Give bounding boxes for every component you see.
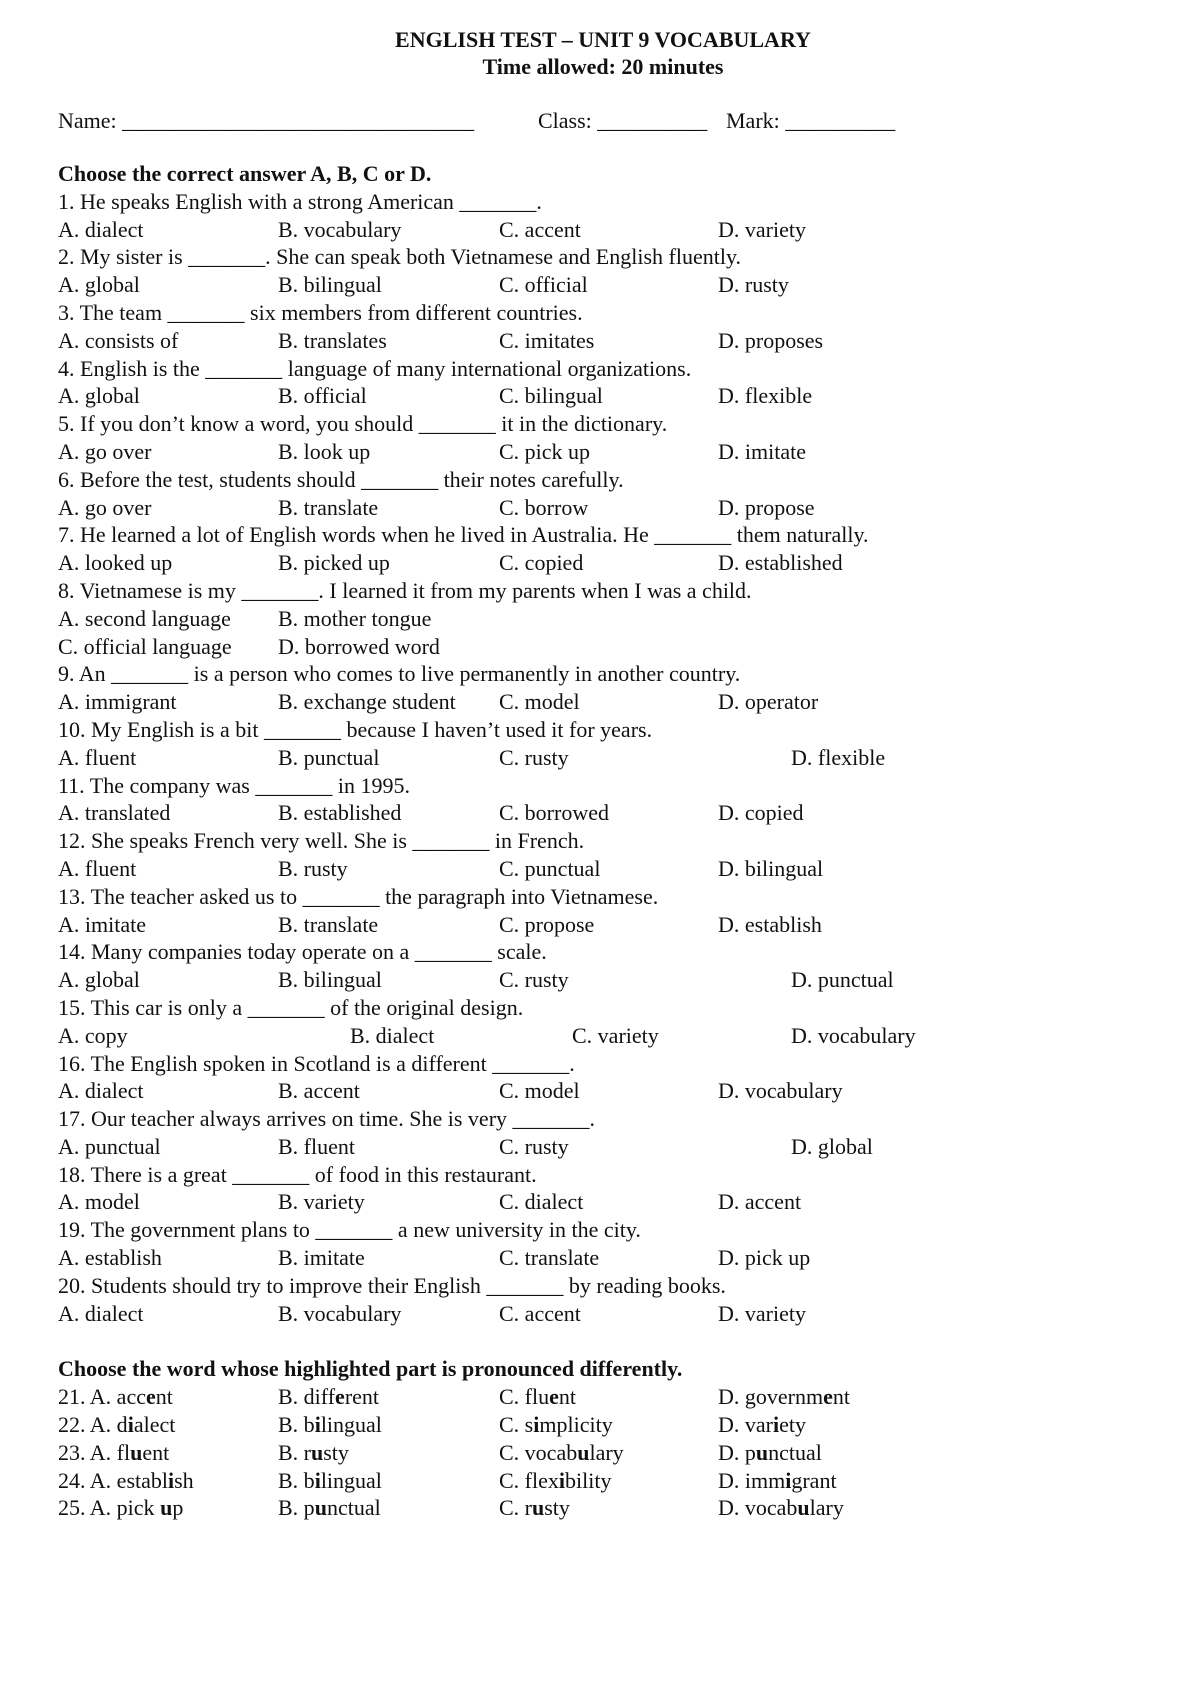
answer-option-d[interactable]: D. bilingual [718,855,824,881]
highlighted-part: i [533,1412,540,1438]
answer-option-a[interactable]: A. dialect [58,1078,144,1104]
word-part: 22. A. d [58,1412,128,1438]
word-part: B. diff [278,1384,336,1410]
word-part: nctual [768,1439,822,1465]
answer-option-b[interactable]: B. official [278,383,367,409]
answer-option-d[interactable]: D. propose [718,494,815,520]
word-part: D. vocab [718,1495,798,1521]
answer-option-b[interactable]: B. bilingual [278,967,382,993]
pronunciation-row [58,1494,1158,1522]
answer-option-d[interactable]: D. borrowed word [278,633,440,659]
word-part: rent [344,1384,380,1410]
pronunciation-option-a[interactable] [58,1383,173,1411]
pronunciation-option-c[interactable] [499,1467,611,1495]
word-part: lingual [320,1412,382,1438]
answer-option-c[interactable]: C. accent [499,216,581,242]
section1-instruction: Choose the correct answer A, B, C or D. [58,161,432,186]
answer-option-b[interactable]: B. dialect [350,1022,435,1048]
highlighted-part: e [549,1384,559,1410]
answer-option-b[interactable]: B. bilingual [278,272,382,298]
pronunciation-row [58,1439,1158,1467]
word-part: bility [565,1467,612,1493]
question-text: 2. My sister is _______. She can speak both Vietnamese and English fluently. [58,244,742,270]
question-text: 8. Vietnamese is my _______. I learned it from my parents when I was a child. [58,577,752,603]
question-text: 16. The English spoken in Scotland is a different _______. [58,1050,575,1076]
answer-option-b[interactable]: B. imitate [278,1245,365,1271]
word-part: C. r [499,1495,532,1521]
answer-option-c[interactable]: C. accent [499,1300,581,1326]
pronunciation-option-b[interactable] [278,1494,381,1522]
answer-option-a[interactable]: A. fluent [58,744,137,770]
answer-option-d[interactable]: D. accent [718,1189,802,1215]
answer-options [58,911,1158,939]
pronunciation-option-c[interactable] [499,1439,624,1467]
answer-option-a[interactable]: A. global [58,967,140,993]
word-part: lingual [320,1467,382,1493]
highlighted-part: u [755,1439,769,1465]
test-title: ENGLISH TEST – UNIT 9 VOCABULARY [395,27,811,52]
pronunciation-option-d[interactable] [718,1383,850,1411]
answer-option-a[interactable]: A. copy [58,1022,128,1048]
question-text: 18. There is a great _______ of food in this restaurant. [58,1161,537,1187]
question-text: 11. The company was _______ in 1995. [58,772,410,798]
word-part: 23. A. fl [58,1439,131,1465]
answer-option-a[interactable]: A. go over [58,438,152,464]
answer-options [58,799,1158,827]
word-part: B. r [278,1439,311,1465]
answer-option-d[interactable]: D. established [718,550,843,576]
highlighted-part: u [532,1495,545,1521]
answer-option-b[interactable]: B. exchange student [278,689,456,715]
answer-option-c[interactable]: C. translate [499,1245,600,1271]
answer-option-a[interactable]: A. global [58,383,140,409]
answer-option-c[interactable]: C. rusty [499,967,569,993]
question-text: 9. An _______ is a person who comes to live permanently in another country. [58,661,741,687]
word-part: sh [174,1467,194,1493]
answer-options [58,744,1158,772]
word-part: nt [155,1384,173,1410]
answer-option-b[interactable]: B. picked up [278,550,390,576]
highlighted-part: i [314,1412,321,1438]
word-part: B. b [278,1412,315,1438]
word-part: grant [791,1467,837,1493]
answer-option-a[interactable]: A. go over [58,494,152,520]
answer-option-c[interactable]: C. official language [58,633,232,659]
question-text: 6. Before the test, students should _______ their notes carefully. [58,466,624,492]
question-text: 12. She speaks French very well. She is _______ in French. [58,828,585,854]
answer-option-d[interactable]: D. flexible [718,383,813,409]
answer-options [58,633,1158,661]
word-part: ety [779,1412,806,1438]
answer-options [58,327,1158,355]
pronunciation-option-d[interactable] [718,1411,806,1439]
answer-option-b[interactable]: B. translates [278,327,387,353]
pronunciation-option-a[interactable] [58,1439,169,1467]
pronunciation-row [58,1467,1158,1495]
pronunciation-option-a[interactable] [58,1494,183,1522]
word-part: lary [589,1439,624,1465]
answer-option-a[interactable]: A. establish [58,1245,162,1271]
question-text: 14. Many companies today operate on a _______ scale. [58,939,547,965]
answer-option-a[interactable]: A. consists of [58,327,179,353]
highlighted-part: u [311,1439,324,1465]
word-part: ent [142,1439,170,1465]
answer-option-b[interactable]: B. punctual [278,744,380,770]
word-part: C. flex [499,1467,559,1493]
pronunciation-row [58,1383,1158,1411]
answer-option-a[interactable]: A. immigrant [58,689,177,715]
answer-option-c[interactable]: C. borrow [499,494,589,520]
answer-option-a[interactable]: A. imitate [58,911,146,937]
question-text: 4. English is the _______ language of many international organizations. [58,355,692,381]
highlighted-part: e [823,1384,833,1410]
answer-option-d[interactable]: D. operator [718,689,819,715]
pronunciation-option-c[interactable] [499,1383,576,1411]
answer-option-d[interactable]: D. rusty [718,272,789,298]
word-part: sty [323,1439,349,1465]
answer-options [58,438,1158,466]
answer-option-a[interactable]: A. fluent [58,855,137,881]
word-part: D. imm [718,1467,786,1493]
answer-option-b[interactable]: B. vocabulary [278,1300,402,1326]
word-part: 21. A. acc [58,1384,146,1410]
word-part: sty [544,1495,570,1521]
class-field[interactable]: Class: __________ [538,108,708,133]
section2-instruction: Choose the word whose highlighted part is pronounced differently. [58,1356,683,1382]
word-part: alect [133,1412,176,1438]
answer-option-b[interactable]: B. translate [278,494,379,520]
answer-option-c[interactable]: C. pick up [499,438,591,464]
word-part: C. s [499,1412,534,1438]
pronunciation-option-a[interactable] [58,1411,175,1439]
answer-option-d[interactable]: D. pick up [718,1245,811,1271]
word-part: p [172,1495,184,1521]
answer-option-c[interactable]: C. model [499,1078,580,1104]
pronunciation-option-d[interactable] [718,1494,844,1522]
answer-option-d[interactable]: D. proposes [718,327,824,353]
answer-option-c[interactable]: C. official [499,272,588,298]
word-part: mplicity [539,1412,613,1438]
answer-option-b[interactable]: B. rusty [278,855,348,881]
answer-option-c[interactable]: C. rusty [499,1133,569,1159]
word-part: nctual [326,1495,381,1521]
question-text: 3. The team _______ six members from different countries. [58,299,583,325]
answer-options [58,855,1158,883]
time-allowed: Time allowed: 20 minutes [482,54,724,79]
word-part: nt [832,1384,850,1410]
highlighted-part: u [130,1439,143,1465]
word-part: lary [809,1495,844,1521]
highlighted-part: u [314,1495,327,1521]
word-part: D. governm [718,1384,824,1410]
answer-option-a[interactable]: A. dialect [58,216,144,242]
answer-option-b[interactable]: B. accent [278,1078,360,1104]
answer-option-c[interactable]: C. dialect [499,1189,584,1215]
mark-field[interactable]: Mark: __________ [726,108,896,133]
word-part: B. b [278,1467,315,1493]
word-part: D. var [718,1412,773,1438]
section1-questions [58,188,1158,1328]
highlighted-part: u [797,1495,810,1521]
pronunciation-option-d[interactable] [718,1467,837,1495]
student-info-row [58,107,1158,134]
answer-option-d[interactable]: D. vocabulary [791,1022,916,1048]
answer-options [58,1244,1158,1272]
answer-option-a[interactable]: A. model [58,1189,140,1215]
answer-option-d[interactable]: D. copied [718,800,804,826]
answer-option-d[interactable]: D. variety [718,1300,806,1326]
answer-option-d[interactable]: D. punctual [791,967,894,993]
pronunciation-option-b[interactable] [278,1467,382,1495]
answer-option-c[interactable]: C. model [499,689,580,715]
highlighted-part: i [558,1467,566,1493]
name-field[interactable]: Name: ________________________________ [58,108,475,133]
answer-option-d[interactable]: D. establish [718,911,822,937]
word-part: B. p [278,1495,315,1521]
question-text: 13. The teacher asked us to _______ the paragraph into Vietnamese. [58,883,659,909]
answer-option-c[interactable]: C. bilingual [499,383,603,409]
answer-options [58,688,1158,716]
answer-option-d[interactable]: D. vocabulary [718,1078,843,1104]
answer-options [58,1188,1158,1216]
answer-option-d[interactable]: D. variety [718,216,806,242]
answer-options [58,549,1158,577]
answer-option-d[interactable]: D. imitate [718,438,806,464]
pronunciation-option-b[interactable] [278,1383,379,1411]
highlighted-part: i [314,1467,321,1493]
answer-option-c[interactable]: C. imitates [499,327,595,353]
answer-options [58,1133,1158,1161]
answer-option-c[interactable]: C. copied [499,550,584,576]
question-text: 10. My English is a bit _______ because I haven’t used it for years. [58,716,653,742]
answer-option-c[interactable]: C. punctual [499,855,601,881]
word-part: D. p [718,1439,756,1465]
pronunciation-option-b[interactable] [278,1411,382,1439]
answer-option-b[interactable]: B. mother tongue [278,605,432,631]
question-text: 7. He learned a lot of English words when he lived in Australia. He _______ them naturally. [58,522,869,548]
pronunciation-row [58,1411,1158,1439]
answer-option-b[interactable]: B. fluent [278,1133,355,1159]
answer-option-a[interactable]: A. global [58,272,140,298]
highlighted-part: i [772,1412,780,1438]
question-text: 5. If you don’t know a word, you should _______ it in the dictionary. [58,411,668,437]
answer-option-b[interactable]: B. vocabulary [278,216,402,242]
answer-option-c[interactable]: C. borrowed [499,800,609,826]
pronunciation-option-a[interactable] [58,1467,194,1495]
answer-option-a[interactable]: A. dialect [58,1300,144,1326]
question-text: 17. Our teacher always arrives on time. She is very _______. [58,1106,596,1132]
answer-options [58,216,1158,244]
test-page [58,26,1158,1522]
pronunciation-option-c[interactable] [499,1494,570,1522]
answer-options [58,605,1158,633]
answer-option-b[interactable]: B. variety [278,1189,365,1215]
answer-options [58,1022,1158,1050]
answer-option-a[interactable]: A. punctual [58,1133,161,1159]
pronunciation-option-b[interactable] [278,1439,349,1467]
answer-option-a[interactable]: A. translated [58,800,171,826]
word-part: nt [558,1384,577,1410]
answer-option-d[interactable]: D. global [791,1133,873,1159]
answer-option-c[interactable]: C. variety [572,1022,659,1048]
highlighted-part: i [785,1467,792,1493]
question-text: 1. He speaks English with a strong American _______. [58,188,542,214]
word-part: C. flu [499,1384,550,1410]
answer-options [58,494,1158,522]
highlighted-part: i [127,1412,134,1438]
highlighted-part: i [168,1467,175,1493]
word-part: 24. A. establ [58,1467,168,1493]
pronunciation-option-c[interactable] [499,1411,613,1439]
word-part: C. vocab [499,1439,578,1465]
answer-option-a[interactable]: A. second language [58,605,231,631]
answer-option-b[interactable]: B. look up [278,438,371,464]
answer-option-b[interactable]: B. established [278,800,402,826]
highlighted-part: u [577,1439,590,1465]
answer-options [58,271,1158,299]
answer-option-a[interactable]: A. looked up [58,550,173,576]
question-text: 20. Students should try to improve their English _______ by reading books. [58,1272,726,1298]
highlighted-part: e [145,1384,156,1410]
answer-option-d[interactable]: D. flexible [791,744,886,770]
answer-options [58,966,1158,994]
answer-option-b[interactable]: B. translate [278,911,379,937]
highlighted-part: u [160,1495,173,1521]
answer-option-c[interactable]: C. rusty [499,744,569,770]
pronunciation-option-d[interactable] [718,1439,822,1467]
highlighted-part: e [335,1384,345,1410]
answer-options [58,382,1158,410]
answer-option-c[interactable]: C. propose [499,911,595,937]
answer-options [58,1300,1158,1328]
question-text: 19. The government plans to _______ a new university in the city. [58,1217,641,1243]
word-part: 25. A. pick [58,1495,161,1521]
answer-options [58,1077,1158,1105]
section2-questions [58,1383,1158,1522]
question-text: 15. This car is only a _______ of the original design. [58,994,524,1020]
